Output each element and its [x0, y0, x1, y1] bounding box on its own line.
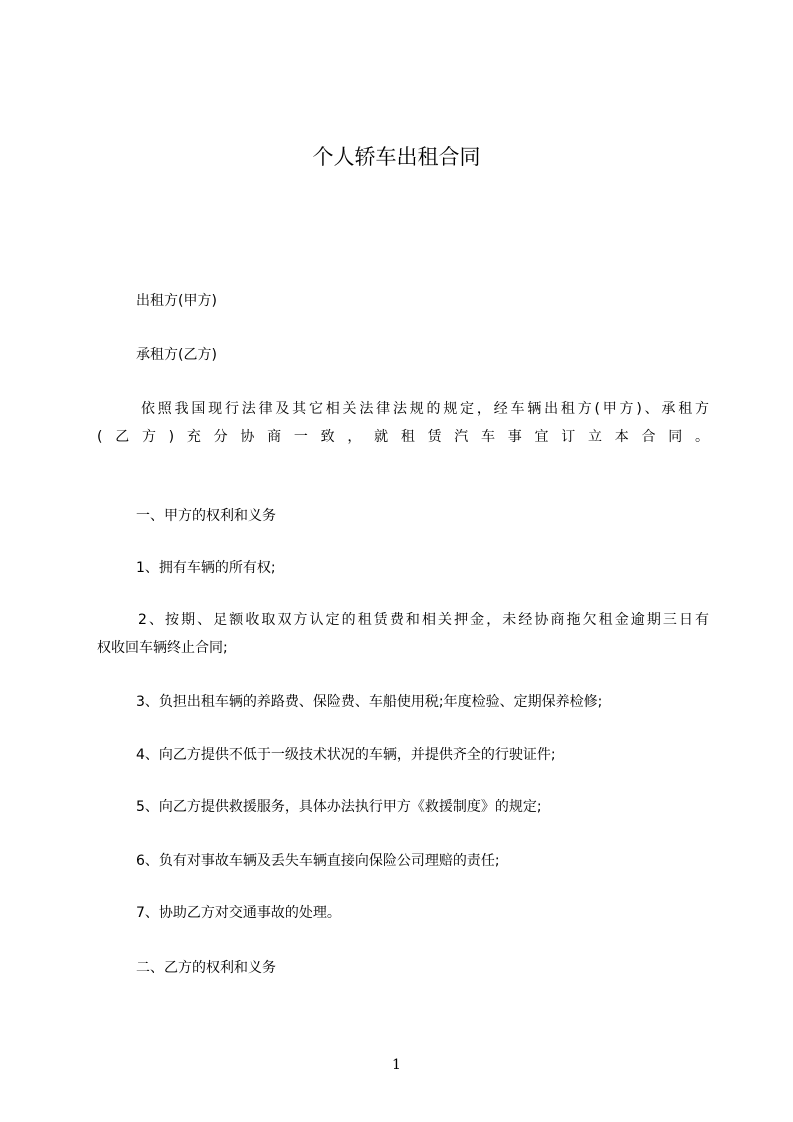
clause-item-2 [97, 606, 709, 662]
clause-item-6: 6、负有对事故车辆及丢失车辆直接向保险公司理赔的责任; [136, 853, 500, 869]
clause-item-4: 4、向乙方提供不低于一级技术状况的车辆，并提供齐全的行驶证件; [136, 747, 556, 763]
page-number: 1 [392, 1057, 401, 1073]
clause-item-5: 5、向乙方提供救援服务，具体办法执行甲方《救援制度》的规定; [136, 799, 542, 815]
document-title: 个人轿车出租合同 [312, 145, 481, 169]
section-2-heading: 二、乙方的权利和义务 [136, 960, 276, 976]
intro-paragraph [97, 395, 709, 451]
intro-line-1: 依照我国现行法律及其它相关法律法规的规定，经车辆出租方(甲方)、承租方 [141, 401, 709, 417]
clause-item-1: 1、拥有车辆的所有权; [136, 560, 276, 576]
lessor-label: 出租方(甲方) [136, 293, 217, 309]
clause-item-2-line-1: 2、按期、足额收取双方认定的租赁费和相关押金，未经协商拖欠租金逾期三日有 [138, 612, 709, 628]
section-1-heading: 一、甲方的权利和义务 [136, 508, 276, 524]
clause-item-7: 7、协助乙方对交通事故的处理。 [136, 905, 341, 921]
intro-line-2: (乙方)充分协商一致，就租赁汽车事宜订立本合同。 [97, 429, 709, 445]
lessee-label: 承租方(乙方) [136, 347, 217, 363]
clause-item-3: 3、负担出租车辆的养路费、保险费、车船使用税;年度检验、定期保养检修; [136, 694, 603, 710]
clause-item-2-line-2: 权收回车辆终止合同; [97, 640, 228, 656]
